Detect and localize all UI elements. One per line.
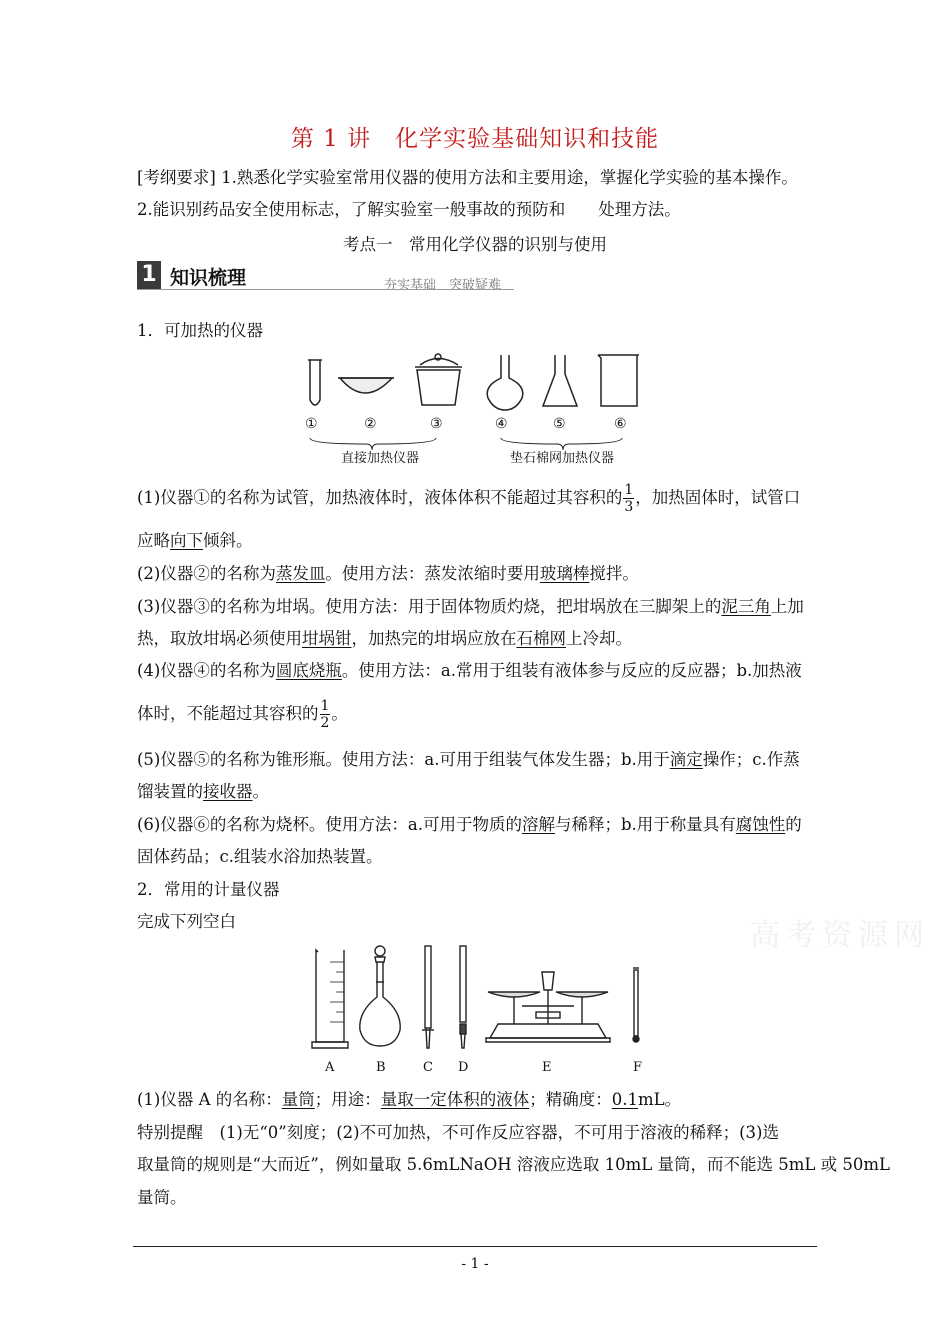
answer-blank: 泥三角 xyxy=(721,597,771,616)
answer-blank: 接收器 xyxy=(203,782,253,801)
note-line-1: 特别提醒 (1)无“0”刻度；(2)不可加热，不可作反应容器，不可用于溶液的稀释；(3)选 xyxy=(137,1123,779,1142)
footer-rule xyxy=(133,1246,817,1247)
answer-blank: 量筒 xyxy=(281,1090,315,1109)
crucible-icon xyxy=(415,354,462,405)
note-line-2: 取量筒的规则是“大而近”，例如量取 5.6mLNaOH 溶液应选取 10mL 量筒，而不能选 5mL 或 50mL xyxy=(137,1155,890,1174)
figure-label-b: B xyxy=(376,1060,386,1075)
conical-flask-icon xyxy=(543,355,577,406)
marker-3: ③ xyxy=(430,416,443,432)
answer-blank: 量取一定体积的液体 xyxy=(380,1090,530,1109)
part2-instruction: 完成下列空白 xyxy=(137,912,236,931)
section-subtitle: 夯实基础 突破疑难 xyxy=(384,278,502,293)
paragraph-6-line-2: 固体药品；c.组装水浴加热装置。 xyxy=(137,847,383,866)
beaker-icon xyxy=(598,355,639,406)
paragraph-1-line-1: (1)仪器①的名称为试管，加热液体时，液体体积不能超过其容积的 $\frac{1}{3}$ ，加热固体时，试管口 xyxy=(137,482,801,515)
marker-4: ④ xyxy=(495,416,508,432)
page-title: 第 1 讲 化学实验基础知识和技能 xyxy=(290,126,660,152)
paragraph-1-line-2: 应略向下倾斜。 xyxy=(137,531,253,550)
part2-paragraph-1: (1)仪器 A 的名称：量筒；用途：量取一定体积的液体；精确度：0.1mL。 xyxy=(137,1090,682,1109)
paragraph-3-line-1: (3)仪器③的名称为坩埚。使用方法：用于固体物质灼烧，把坩埚放在三脚架上的泥三角上加 xyxy=(137,597,804,616)
fraction-one-half: $\frac{1}{2}$ xyxy=(320,698,330,731)
syllabus-text-1: 1.熟悉化学实验室常用仪器的使用方法和主要用途，掌握化学实验的基本操作。 xyxy=(221,168,798,187)
answer-blank: 玻璃棒 xyxy=(539,564,590,583)
marker-2: ② xyxy=(364,416,377,432)
page-number: - 1 - xyxy=(461,1256,489,1272)
section-number-badge: 1 xyxy=(137,261,161,289)
answer-blank: 向下 xyxy=(170,531,203,550)
answer-blank: 圆底烧瓶 xyxy=(275,661,342,680)
base-burette-icon xyxy=(460,946,466,1048)
syllabus-line-1 xyxy=(137,167,798,189)
marker-5: ⑤ xyxy=(553,416,566,432)
paragraph-5-line-2: 馏装置的接收器。 xyxy=(137,782,269,801)
answer-blank: 溶解 xyxy=(521,815,555,834)
answer-blank: 蒸发皿 xyxy=(275,564,326,583)
marker-6: ⑥ xyxy=(614,416,627,432)
volumetric-flask-icon xyxy=(360,946,400,1046)
fraction-one-third: $\frac{1}{3}$ xyxy=(624,482,634,515)
graduated-cylinder-icon xyxy=(312,950,348,1048)
syllabus-tag: [考纲要求] xyxy=(137,168,216,187)
acid-burette-icon xyxy=(422,946,434,1048)
syllabus-line-2: 2.能识别药品安全使用标志，了解实验室一般事故的预防和 处理方法。 xyxy=(137,200,681,219)
figure-label-e: E xyxy=(542,1060,552,1075)
evaporating-dish-icon xyxy=(338,378,394,393)
figure-label-f: F xyxy=(633,1060,643,1075)
figure-label-a: A xyxy=(325,1060,335,1075)
paragraph-3-line-2: 热，取放坩埚必须使用坩埚钳，加热完的坩埚应放在石棉网上冷却。 xyxy=(137,629,632,648)
section-rule xyxy=(137,289,514,290)
watermark: 高考资源网 xyxy=(750,918,930,953)
figure-label-d: D xyxy=(458,1060,469,1075)
paragraph-5-line-1: (5)仪器⑤的名称为锥形瓶。使用方法：a.可用于组装气体发生器；b.用于滴定操作；c.作蒸 xyxy=(137,750,800,769)
section-title: 知识梳理 xyxy=(170,267,247,289)
answer-blank: 0.1 xyxy=(611,1090,639,1109)
answer-blank: 腐蚀性 xyxy=(735,815,786,834)
group-direct-label: 直接加热仪器 xyxy=(341,451,420,466)
answer-blank: 滴定 xyxy=(669,750,703,769)
test-tube-icon xyxy=(308,360,322,405)
figure-label-c: C xyxy=(423,1060,433,1075)
measuring-instruments-figure xyxy=(300,942,660,1057)
paragraph-6-line-1: (6)仪器⑥的名称为烧杯。使用方法：a.可用于物质的溶解与稀释；b.用于称量具有腐蚀性的 xyxy=(137,815,802,834)
marker-1: ① xyxy=(305,416,318,432)
paragraph-4-line-1: (4)仪器④的名称为圆底烧瓶。使用方法：a.常用于组装有液体参与反应的反应器；b.加热液 xyxy=(137,661,802,680)
part1-heading: 1．可加热的仪器 xyxy=(137,321,263,340)
group-gauze-label: 垫石棉网加热仪器 xyxy=(510,451,615,466)
topic-heading: 考点一 常用化学仪器的识别与使用 xyxy=(343,235,607,254)
paragraph-2: (2)仪器②的名称为蒸发皿。使用方法：蒸发浓缩时要用玻璃棒搅拌。 xyxy=(137,564,639,583)
paragraph-4-line-2: 体时，不能超过其容积的 $\frac{1}{2}$ 。 xyxy=(137,698,348,731)
part2-heading: 2．常用的计量仪器 xyxy=(137,880,280,899)
note-line-3: 量筒。 xyxy=(137,1188,187,1207)
balance-icon xyxy=(486,972,610,1042)
answer-blank: 坩埚钳 xyxy=(302,629,352,648)
round-bottom-flask-icon xyxy=(487,355,523,410)
answer-blank: 石棉网 xyxy=(516,629,566,648)
thermometer-icon xyxy=(633,968,639,1042)
